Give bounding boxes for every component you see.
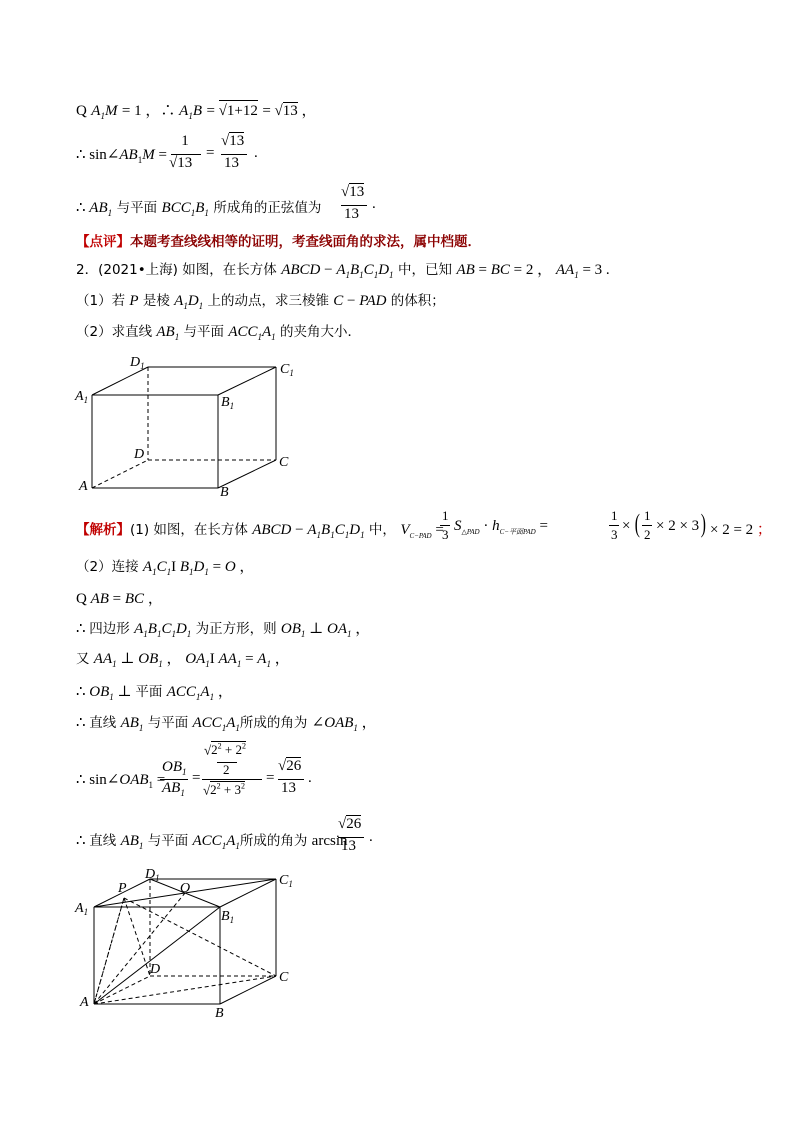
solution-line-4: ∴ 四边形 $A_1B_1C_1D_1$ 为正方形，则 $OB_1$ ⊥ $OA_1$ ， <box>76 621 371 639</box>
label-A: A <box>79 479 88 494</box>
label-B: B <box>215 1006 224 1021</box>
label-D: D <box>150 962 161 977</box>
label-D1: $D_1$ <box>130 355 145 371</box>
label-A1: $A_1$ <box>75 901 89 917</box>
label-A: A <box>80 995 89 1010</box>
label-D: D <box>134 447 145 462</box>
solution-line-3: Q AB = BC ， <box>76 591 163 607</box>
label-A1: $A_1$ <box>75 389 89 405</box>
label-C: C <box>279 455 289 470</box>
cuboid-figure-2 <box>70 862 310 1022</box>
label-B1: $B_1$ <box>221 909 235 925</box>
solution-line-5: 又 $AA_1$ ⊥ $OB_1$ ， $OA_1I$ $AA_1 = A_1$ ， <box>76 651 290 669</box>
question-2-part1: （1）若 P 是棱 $A_1D_1$ 上的动点，求三棱锥 C − PAD 的体积； <box>76 293 445 311</box>
solution-line-7: ∴ 直线 $AB_1$ 与平面 $ACC_1A_1$所成的角为 $\angle OAB_1$ ， <box>76 715 377 733</box>
solution-line-6: ∴ $OB_1$ ⊥ 平面 $ACC_1A_1$ ， <box>76 684 233 702</box>
label-O: O <box>180 881 191 896</box>
solution-line-9: ∴ 直线 $AB_1$ 与平面 $ACC_1A_1$所成的角为 arcsin √26 13 . <box>76 816 373 854</box>
label-D1: $D_1$ <box>145 867 160 883</box>
label-B1: $B_1$ <box>221 395 235 411</box>
label-P: P <box>118 881 127 896</box>
comment-tag: 【点评】 <box>76 234 130 250</box>
label-B: B <box>220 485 229 500</box>
comment-line <box>76 232 481 252</box>
solution-line-1: 【解析】(1) 如图，在长方体 ABCD − $A_1B_1C_1D_1$ 中， $V_{C-PAD}$ = 1 3 $S_{\triangle PAD} \cdot h_{C-平面PAD}$ = 1 3 × ( 1 2 × 2 × 3 ) × 2 = 2 ； <box>76 508 772 542</box>
solution-tag: 【解析】 <box>76 522 130 538</box>
label-C: C <box>279 970 289 985</box>
question-2-part2: （2）求直线 $AB_1$ 与平面 $ACC_1A_1$ 的夹角大小． <box>76 324 361 342</box>
comment-text: 本题考查线线相等的证明，考查线面角的求法，属中档题． <box>130 234 481 250</box>
label-C1: $C_1$ <box>280 362 294 378</box>
question-2-head: 2．(2021•上海) 如图，在长方体 ABCD − $A_1B_1C_1D_1$ 中，已知 AB = BC = 2 ， $AA_1 = 3$ . <box>76 262 610 280</box>
line-1: Q $A_1M = 1$ ，∴ $A_1B = √1+12 = √13$ ， <box>76 100 317 126</box>
cuboid-figure-1 <box>70 350 310 505</box>
solution-line-8: ∴ $\sin\angle OAB_1$ = $OB_1$ $AB_1$ = $√2^2 + 2^2$ 2 $√2^2 + 3^2$ = √26 13 . <box>76 742 312 798</box>
line-3: ∴ $AB_1$ 与平面 $BCC_1B_1$ 所成角的正弦值为 √13 13 . <box>76 184 376 222</box>
label-C1: $C_1$ <box>279 873 293 889</box>
solution-line-2: （2）连接 $A_1C_1I$ $B_1D_1 = O$ ， <box>76 559 255 577</box>
